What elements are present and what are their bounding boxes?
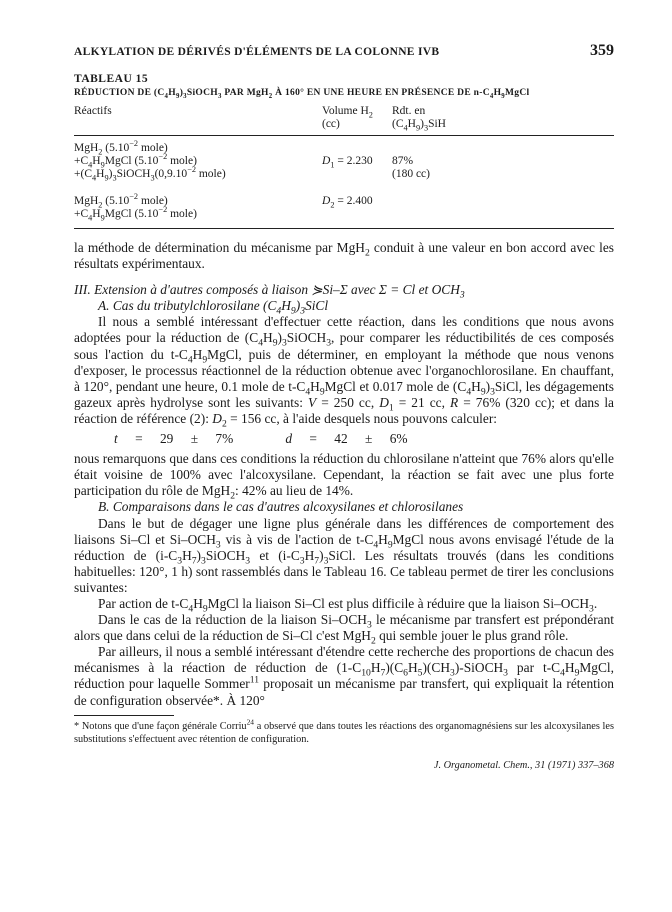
paragraph-after-equation: nous remarquons que dans ces conditions la réduction du chlorosilane n'atteint que 76% alors qu'elle était voisine de 100% avec l'alcoxysilane. Cependant, la réaction se fait avec une plus forte participation du rôle de MgH$_2$: 42% au lieu de 14%. <box>74 451 614 502</box>
reactant-line: $+(C_4H_9)_3SiOCH_3(0,9.10^{-2}$ mole) <box>74 165 226 183</box>
subsection-heading-a: A. Cas du tributylchlorosilane $(C_4H_9)_3SiCl$ <box>98 298 329 317</box>
volume-cell: $D_1 = 2.230$ <box>322 155 373 170</box>
yield-cell <box>392 181 614 229</box>
table-caption: RÉDUCTION DE $(C_4H_9)_3SiOCH_3$ PAR MgH$_2$ À 160° EN UNE HEURE EN PRÉSENCE DE $n-C_4H_9MgCl$ <box>74 88 530 100</box>
reactant-line: $+C_4H_9MgCl$ ($5.10^{-2}$ mole) <box>74 152 197 170</box>
reactants-cell <box>74 136 322 182</box>
paragraph-b3: Dans le cas de la réduction de la liaison $Si-OCH_3$ le mécanisme par transfert est prépondérant alors que dans celui de la réduction de Si–Cl c'est MgH$_2$ qui semble jouer le plus grand rôle. <box>74 612 614 647</box>
running-title: ALKYLATION DE DÉRIVÉS D'ÉLÉMENTS DE LA COLONNE IVB <box>74 46 440 58</box>
column-header-reactants: Réactifs <box>74 105 112 117</box>
paragraph-b2: Par action de $t-C_4H_9MgCl$ la liaison Si–Cl est plus difficile à réduire que la liaison $Si-OCH_3$. <box>98 595 598 615</box>
subsection-heading-b: B. Comparaisons dans le cas d'autres alcoxysilanes et chlorosilanes <box>98 499 464 515</box>
running-header <box>74 42 614 60</box>
equation: t = 29 ± 7% d = 42 ± 6% <box>114 431 408 447</box>
paragraph-b1: Dans le but de dégager une ligne plus générale dans les différences de comportement des liaisons Si–Cl et $Si-OCH_3$ vis à vis de l'action de $t-C_4H_9MgCl$ nous avons envisagé l'étude de la réduction de $(i-C_3H_7)_3SiOCH_3$ et $(i-C_3H_7)_3SiCl$. Les résultats trouvés (dans les conditions habituelles: 120°, 1 h) sont rassemblés dans le Tableau 16. Ce tableau permet de tirer les conclusions suivantes: <box>74 515 614 595</box>
body-text <box>74 240 614 709</box>
column-header-yield: Rdt. en $(C_4H_9)_3SiH$ <box>392 105 446 133</box>
data-table <box>74 105 614 229</box>
column-header-volume: Volume $H_2$ (cc) <box>322 105 373 130</box>
yield-cell: 87% (180 cc) <box>392 155 430 180</box>
table-label: TABLEAU 15 <box>74 73 149 85</box>
paragraph-b4: Par ailleurs, il nous a semblé intéressant d'étendre cette recherche des proportions de chacun des mécanismes à la réaction de réduction de $(1-C_{10}H_7)(C_6H_5)(CH_3)-SiOCH_3$ par $t-C_4H_9MgCl$, réduction pour laquelle Sommer$^{11}$ proposait un mécanisme par transfert, qui expliquait la rétention de configuration observée*. À 120° <box>74 644 615 708</box>
reactant-line: MgH$_2$ ($5.10^{-2}$ mole) <box>74 139 168 157</box>
footnote-rule <box>74 715 174 716</box>
paragraph-intro: la méthode de détermination du mécanisme par MgH$_2$ conduit à une valeur en bon accord avec les résultats expérimentaux. <box>74 240 614 272</box>
page <box>74 42 614 771</box>
reactant-line: MgH$_2$ ($5.10^{-2}$ mole) <box>74 192 168 210</box>
paragraph-a: Il nous a semblé intéressant d'effectuer cette réaction, dans les conditions que nous avons adoptées pour la réduction de $(C_4H_9)_3SiOCH_3$, pour comparer les réductibilités de ces composés sous l'action du $t-C_4H_9MgCl$, puis de déterminer, en employant la méthode que nous venons d'exposer, le processus réactionnel de la réduction obtenue avec l'organochlorosilane. En chauffant, à 120°, pendant une heure, 0.1 mole de $t-C_4H_9MgCl$ et 0.017 mole de $(C_4H_9)_3SiCl$, les dégagements gazeux après hydrolyse sont les suivants: V = 250 cc, $D_1 = 21$ cc, R = 76% (320 cc); et dans la réaction de référence (2): $D_2 = 156$ cc, à l'aide desquels nous pouvons calculer: <box>74 314 615 430</box>
reactant-line: $+C_4H_9MgCl$ ($5.10^{-2}$ mole) <box>74 205 197 223</box>
table-row <box>74 181 614 229</box>
reactants-cell <box>74 181 322 229</box>
volume-cell: $D_2 = 2.400$ <box>322 195 373 210</box>
table-header-row <box>74 105 614 136</box>
journal-reference: J. Organometal. Chem., 31 (1971) 337–368 <box>433 759 614 771</box>
section-heading: III. Extension à d'autres composés à liaison ⋟Si–Σ avec Σ = Cl et $OCH_3$ <box>74 282 465 301</box>
table-row <box>74 136 614 182</box>
page-number: 359 <box>590 42 614 59</box>
footnote: * Notons que d'une façon générale Corriu$^{24}$ a observé que dans toutes les réactions des organomagnésiens sur les alcoxysilanes les substitutions s'effectuent avec rétention de configuration. <box>74 717 614 745</box>
